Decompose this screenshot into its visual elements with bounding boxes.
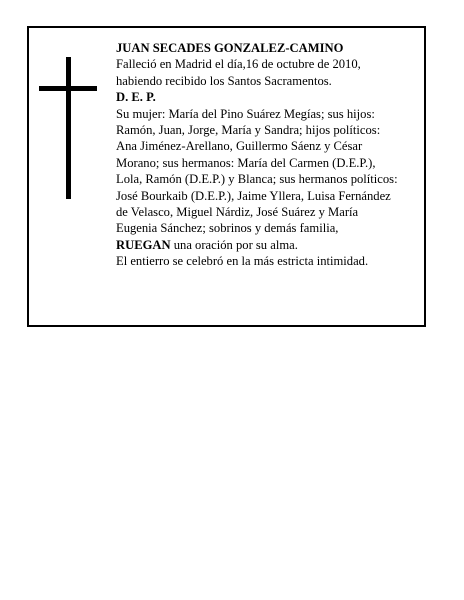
notice-text	[116, 40, 421, 270]
family-line-7: de Velasco, Miguel Nárdiz, José Suárez y María	[116, 205, 359, 220]
family-line-4: Morano; sus hermanos: María del Carmen (D.E.P.),	[116, 155, 376, 170]
family-line-6: José Bourkaib (D.E.P.), Jaime Yllera, Luisa Fernández	[116, 188, 391, 203]
family-line-2: Ramón, Juan, Jorge, María y Sandra; hijos políticos:	[116, 123, 381, 138]
ruegan-line	[116, 237, 421, 253]
cross-horizontal-bar	[39, 86, 97, 91]
ruegan-rest: una oración por su alma.	[170, 237, 298, 252]
deceased-name: JUAN SECADES GONZALEZ-CAMINO	[116, 41, 344, 55]
death-line-2: habiendo recibido los Santos Sacramentos.	[116, 73, 332, 88]
death-line-1: Falleció en Madrid el día,16 de octubre de 2010,	[116, 57, 361, 72]
ruegan-bold: RUEGAN	[116, 237, 171, 252]
dep-label: D. E. P.	[116, 90, 156, 105]
cross-vertical-bar	[66, 57, 71, 199]
family-line-1: Su mujer: María del Pino Suárez Megías; sus hijos:	[116, 106, 375, 121]
family-line-3: Ana Jiménez-Arellano, Guillermo Sáenz y César	[116, 139, 363, 154]
burial-line: El entierro se celebró en la más estricta intimidad.	[116, 254, 369, 269]
family-line-8: Eugenia Sánchez; sobrinos y demás familia,	[116, 221, 339, 236]
family-line-5: Lola, Ramón (D.E.P.) y Blanca; sus hermanos políticos:	[116, 172, 398, 187]
obituary-notice	[27, 26, 426, 327]
